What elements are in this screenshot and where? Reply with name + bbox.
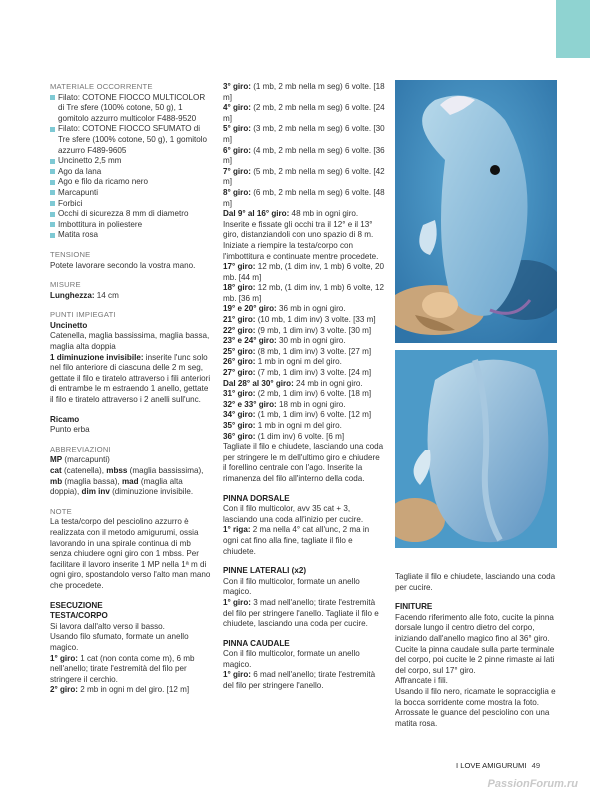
bold-term: 4° giro:: [223, 103, 251, 113]
paragraph: [223, 389, 385, 400]
paragraph: [223, 304, 385, 315]
text: (catenella),: [61, 466, 107, 475]
bold-term: 8° giro:: [223, 187, 251, 197]
text: (maglia bassissima),: [127, 466, 204, 475]
list-item: [50, 167, 213, 178]
text: Uncinetto: [50, 320, 88, 330]
paragraph: [223, 577, 385, 598]
bold-term: 27° giro:: [223, 368, 256, 378]
list-item: [50, 199, 213, 210]
paragraph: [50, 632, 213, 653]
bold-term: mad: [121, 476, 139, 486]
section-label: [50, 507, 213, 518]
text: 14 cm: [94, 290, 119, 300]
text: 12 mb, (1 dim inv, 1 mb) 6 volte, 20 mb. [44 m]: [223, 262, 384, 282]
paragraph: [50, 654, 213, 686]
bold-term: 3° giro:: [223, 82, 251, 91]
paragraph: [50, 685, 213, 696]
paragraph: [50, 331, 213, 352]
text: (maglia bassa),: [62, 476, 122, 486]
text: TESTA/CORPO: [50, 611, 108, 621]
paragraph: [50, 455, 213, 466]
paragraph: [223, 432, 385, 443]
paragraph: [50, 425, 213, 436]
paragraph: [223, 336, 385, 347]
bold-term: mbss: [106, 466, 128, 475]
paragraph: [395, 572, 557, 593]
text: Usando il filo nero, ricamate le sopracciglia e la bocca sorridente come mostra la foto. Arrossate le guance del pesciolino con una matita rosa.: [395, 686, 556, 728]
bold-term: 31° giro:: [223, 389, 256, 399]
paragraph: [223, 146, 385, 167]
subheading: [50, 611, 213, 622]
bold-term: 25° giro:: [223, 346, 256, 356]
paragraph: [223, 220, 385, 262]
paragraph: [223, 262, 385, 283]
text: 1 cat (non conta come m), 6 mb nell'anello; tirate l'estremità del filo per stringere il cerchio.: [50, 653, 195, 684]
subheading: [223, 639, 385, 650]
paragraph: [223, 670, 385, 691]
page-footer: [456, 761, 540, 772]
text: Ago e filo da ricamo nero: [58, 177, 148, 187]
text: Filato: COTONE FIOCCO SFUMATO di Tre sfere (100% cotone, 50 g), 1 gomitolo azzurro F489-9605: [58, 124, 208, 155]
text: PUNTI IMPIEGATI: [50, 310, 116, 320]
text: 1 mb in ogni m del giro.: [255, 421, 342, 430]
text: (3 mb, 2 mb nella m seg) 6 volte. [30 m]: [223, 124, 385, 144]
text: FINITURE: [395, 602, 433, 612]
text: Ago da lana: [58, 166, 102, 176]
text: 12 mb, (1 dim inv, 1 mb) 6 volte, 12 mb. [36 m]: [223, 283, 384, 303]
bold-term: 1° giro:: [223, 670, 251, 680]
watermark: PassionForum.ru: [487, 778, 578, 791]
bold-term: mb: [50, 476, 63, 486]
text: Con il filo multicolor, formate un anello magico.: [223, 576, 360, 597]
bold-term: 22° giro:: [223, 325, 256, 335]
bold-term: 17° giro:: [223, 262, 256, 272]
list-item: [50, 156, 213, 167]
text: (1 mb, 1 dim inv) 6 volte. [12 m]: [255, 410, 372, 420]
text: PINNE LATERALI (x2): [223, 566, 307, 576]
paragraph: [223, 649, 385, 670]
list-item: [50, 220, 213, 231]
subheading: [50, 321, 213, 332]
text: PINNA DORSALE: [223, 493, 290, 503]
paragraph: [395, 645, 557, 677]
paragraph: [50, 291, 213, 302]
text: Usando filo sfumato, formate un anello magico.: [50, 632, 189, 652]
text: Forbici: [58, 198, 83, 208]
text: inserite l'unc solo nel filo anteriore di ciascuna delle 2 m seg, gettate il filo e tiratelo attraverso i fili anteriori di entrambe le m estraendo 1 anello, gettate il filo e tiratelo attraverso i 2 anelli sull'unc.: [50, 352, 211, 405]
photo-fish-front: [395, 80, 557, 343]
bold-term: 35° giro:: [223, 421, 256, 430]
subheading: [223, 494, 385, 505]
photo-fish-side: [395, 350, 557, 548]
text: Con il filo multicolor, avv 35 cat + 3, lasciando una coda all'inizio per cucire.: [223, 504, 364, 524]
list-item: [50, 209, 213, 220]
bold-term: 21° giro:: [223, 315, 256, 325]
section-label: [50, 82, 213, 93]
text: Punto erba: [50, 425, 90, 435]
text: 48 mb in ogni giro.: [289, 209, 359, 219]
bold-term: Dal 9° al 16° giro:: [223, 209, 290, 219]
paragraph: [395, 687, 557, 729]
bold-term: 23° e 24° giro:: [223, 336, 277, 346]
paragraph: [223, 82, 385, 103]
bold-term: 26° giro:: [223, 357, 256, 367]
text: (2 mb, 1 dim inv) 6 volte. [18 m]: [255, 389, 372, 399]
text: Con il filo multicolor, formate un anello magico.: [223, 649, 360, 669]
bold-term: 1 diminuzione invisibile:: [50, 352, 144, 362]
text: 2 ma nella 4° cat all'unc, 2 ma in ogni cat fino alla fine, tagliate il filo e chiudete.: [223, 525, 370, 556]
subheading: [50, 601, 213, 612]
paragraph: [223, 421, 385, 432]
paragraph: [395, 676, 557, 687]
text: (diminuzione invisibile.: [109, 487, 194, 497]
text: Matita rosa: [58, 230, 99, 240]
subheading: [50, 415, 213, 426]
bold-term: 5° giro:: [223, 124, 251, 134]
paragraph: [50, 622, 213, 633]
paragraph: [223, 442, 385, 484]
paragraph: [223, 504, 385, 525]
paragraph: [223, 347, 385, 358]
text: (8 mb, 1 dim inv) 3 volte. [27 m]: [255, 346, 372, 356]
column-2: [223, 82, 385, 692]
text: 24 mb in ogni giro.: [293, 378, 363, 388]
text: MATERIALE OCCORRENTE: [50, 82, 153, 91]
text: Potete lavorare secondo la vostra mano.: [50, 260, 196, 270]
bold-term: Dal 28° al 30° giro:: [223, 378, 294, 388]
bold-term: 1° riga:: [223, 525, 251, 535]
bold-term: 36° giro:: [223, 431, 256, 441]
text: (marcapunti): [62, 455, 110, 465]
text: Occhi di sicurezza 8 mm di diametro: [58, 209, 189, 219]
list-item: [50, 177, 213, 188]
text: Tagliate il filo e chiudete, lasciando una coda per stringere le m dell'ultimo giro e chiudere il forellino centrale con l'ago. Inserite la rimanenza del filo all'interno della coda.: [223, 442, 384, 483]
text: ABBREVIAZIONI: [50, 444, 111, 454]
paragraph: [223, 188, 385, 209]
text: (5 mb, 2 mb nella m seg) 6 volte. [42 m]: [223, 166, 385, 187]
text: TENSIONE: [50, 249, 91, 259]
bold-term: dim inv: [81, 487, 110, 497]
text: Si lavora dall'alto verso il basso.: [50, 621, 165, 631]
paragraph: [223, 315, 385, 326]
text: 30 mb in ogni giro.: [276, 336, 346, 346]
bold-term: 32° e 33° giro:: [223, 399, 277, 409]
text: (maglia alta doppia),: [50, 476, 183, 497]
text: (6 mb, 2 mb nella m seg) 6 volte. [48 m]: [223, 187, 385, 208]
text: Facendo riferimento alle foto, cucite la pinna dorsale lungo il centro dietro del corpo, iniziando dall'anello magico fino al 36° giro.: [395, 612, 554, 643]
paragraph: [223, 410, 385, 421]
page-number: 49: [531, 761, 541, 770]
paragraph: [223, 525, 385, 557]
text: (9 mb, 1 dim inv) 3 volte. [30 m]: [255, 325, 372, 335]
text: (10 mb, 1 dim inv) 3 volte. [33 m]: [255, 315, 376, 325]
section-label: [50, 310, 213, 321]
text: 2 mb in ogni m del giro. [12 m]: [77, 685, 190, 695]
section-label: [50, 280, 213, 291]
list-item: [50, 124, 213, 156]
bold-term: cat: [50, 466, 62, 475]
bold-term: 2° giro:: [50, 685, 78, 695]
list-item: [50, 93, 213, 125]
text: 18 mb in ogni giro.: [276, 399, 346, 409]
section-label: [50, 250, 213, 261]
paragraph: [223, 598, 385, 630]
text: Tagliate il filo e chiudete, lasciando una coda per cucire.: [395, 572, 556, 592]
column-1: [50, 82, 213, 696]
text: Marcapunti: [58, 187, 99, 197]
paragraph: [223, 368, 385, 379]
text: Filato: COTONE FIOCCO MULTICOLOR di Tre sfere (100% cotone, 50 g), 1 gomitolo azzurro multicolor F488-9520: [58, 92, 206, 123]
bold-term: 6° giro:: [223, 145, 251, 155]
text: Cucite la pinna caudale sulla parte terminale del corpo, poi cucite le 2 pinne rimaste ai lati del corpo, sul 17° giro.: [395, 644, 555, 675]
paragraph: [223, 326, 385, 337]
paragraph: [223, 357, 385, 368]
text: ESECUZIONE: [50, 600, 103, 610]
text: 6 mad nell'anello; tirate l'estremità del filo per stringere l'anello.: [223, 670, 376, 691]
text: (2 mb, 2 mb nella m seg) 6 volte. [24 m]: [223, 103, 385, 123]
list-item: [50, 230, 213, 241]
paragraph: [223, 379, 385, 390]
text: PINNA CAUDALE: [223, 638, 290, 648]
text: 36 mb in ogni giro.: [276, 304, 346, 314]
bold-term: 19° e 20° giro:: [223, 304, 277, 314]
text: (4 mb, 2 mb nella m seg) 6 volte. [36 m]: [223, 145, 385, 166]
bold-term: 1° giro:: [223, 597, 251, 607]
text: Uncinetto 2,5 mm: [58, 156, 122, 166]
paragraph: [223, 209, 385, 220]
bold-term: 34° giro:: [223, 410, 256, 420]
text: Catenella, maglia bassissima, maglia bassa, maglia alta doppia: [50, 331, 210, 352]
paragraph: [50, 466, 213, 498]
page-tab: [556, 0, 590, 58]
text: 3 mad nell'anello; tirate l'estremità del filo per stringere l'anello. Tagliate il filo e chiudete, lasciando una coda per cucire.: [223, 597, 379, 629]
paragraph: [223, 400, 385, 411]
bold-term: 7° giro:: [223, 166, 251, 176]
text: Inserite e fissate gli occhi tra il 12° e il 13° giro, distanziandoli con uno spazio di 8 m. Iniziate a riempire la testa/corpo con l'imbottitura e continuate mentre procedete.: [223, 219, 379, 261]
text: Ricamo: [50, 414, 80, 424]
subheading: [395, 602, 557, 613]
list-item: [50, 188, 213, 199]
text: La testa/corpo del pesciolino azzurro è realizzata con il metodo amigurumi, ossia lavorando in una spirale continua di mb senza chiudere ogni giro con 1 mbss. Per facilitare il lavoro inserite 1 MP nella 1ª m di ogni giro, spostandolo verso l'alto man mano che procedete.: [50, 517, 211, 590]
paragraph: [50, 353, 213, 406]
subheading: [223, 566, 385, 577]
text: Affrancate i fili.: [395, 676, 448, 686]
column-3: [395, 572, 557, 729]
text: Imbottitura in poliestere: [58, 219, 143, 229]
text: MISURE: [50, 280, 81, 290]
text: (7 mb, 1 dim inv) 3 volte. [24 m]: [255, 368, 372, 378]
bold-term: 18° giro:: [223, 283, 256, 293]
text: (1 dim inv) 6 volte. [6 m]: [255, 431, 345, 441]
paragraph: [223, 124, 385, 145]
magazine-title: I LOVE AMIGURUMI: [456, 761, 527, 770]
bold-term: MP: [50, 455, 63, 465]
bold-term: Lunghezza:: [50, 290, 95, 300]
bold-term: 1° giro:: [50, 653, 78, 663]
text: (1 mb, 2 mb nella m seg) 6 volte. [18 m]: [223, 82, 385, 102]
paragraph: [223, 103, 385, 124]
paragraph: [50, 517, 213, 591]
text: 1 mb in ogni m del giro.: [255, 357, 342, 367]
section-label: [50, 445, 213, 456]
paragraph: [223, 167, 385, 188]
paragraph: [50, 261, 213, 272]
paragraph: [395, 613, 557, 645]
paragraph: [223, 283, 385, 304]
text: NOTE: [50, 506, 72, 516]
